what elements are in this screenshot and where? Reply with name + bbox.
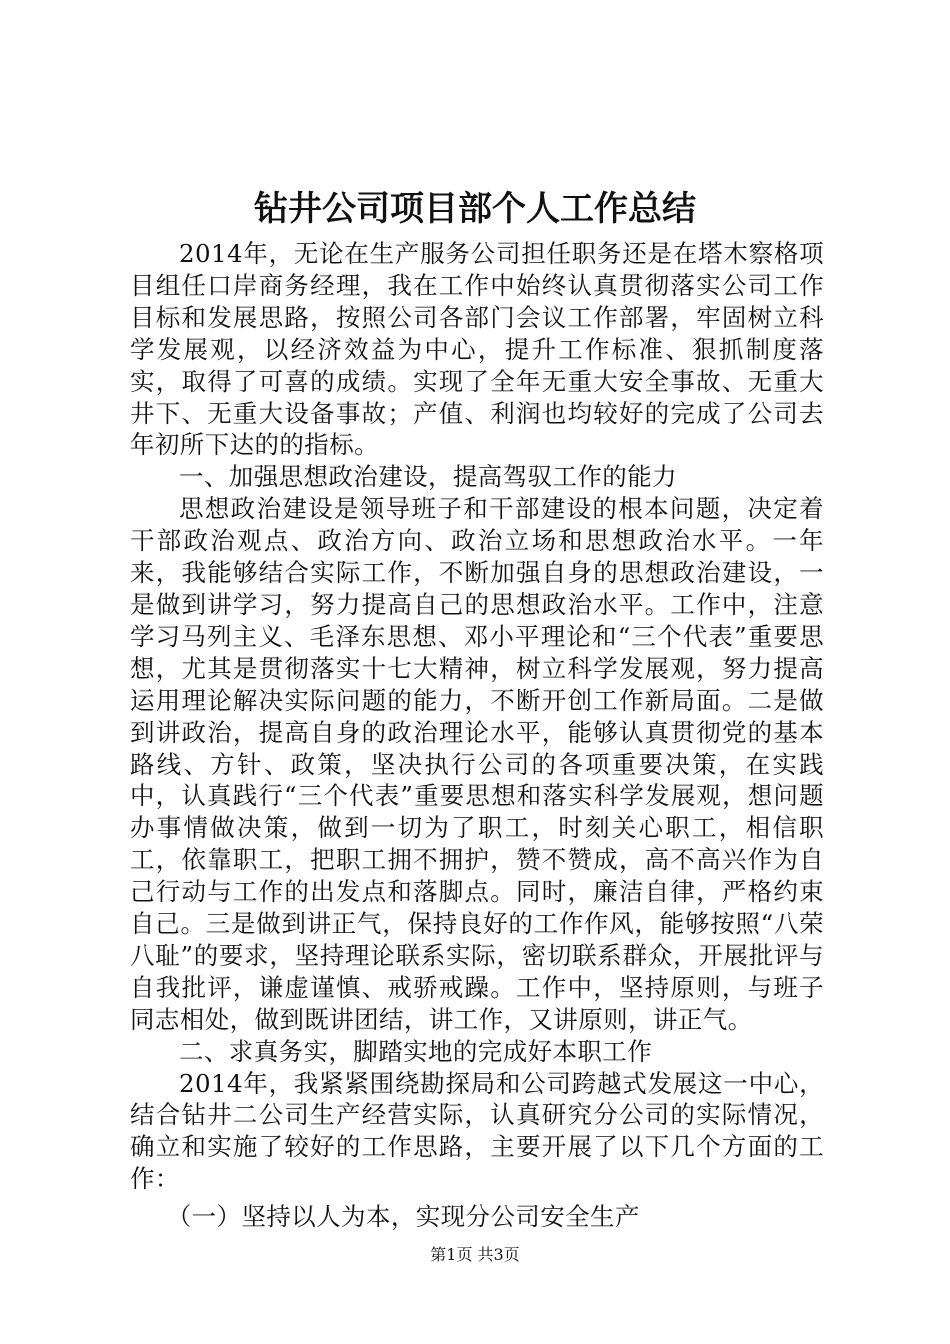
paragraph-intro: 2014年，无论在生产服务公司担任职务还是在塔木察格项目组任口岸商务经理，我在工作中始终认真贯彻落实公司工作目标和发展思路，按照公司各部门会议工作部署，牢固树立科学发展观，以经济效益为中心，提升工作标准、狠抓制度落实，取得了可喜的成绩。实现了全年无重大安全事故、无重大井下、无重大设备事故；产值、利润也均较好的完成了公司去年初所下达的的指标。: [130, 239, 824, 460]
subsection-heading-1: （一）坚持以人为本，实现分公司安全生产: [166, 1202, 640, 1232]
paragraph-political: 思想政治建设是领导班子和干部建设的根本问题，决定着干部政治观点、政治方向、政治立场和思想政治水平。一年来，我能够结合实际工作，不断加强自身的思想政治建设，一是做到讲学习，努力提高自己的思想政治水平。工作中，注意学习马列主义、毛泽东思想、邓小平理论和“三个代表”重要思想，尤其是贯彻落实十七大精神，树立科学发展观，努力提高运用理论解决实际问题的能力，不断开创工作新局面。二是做到讲政治，提高自身的政治理论水平，能够认真贯彻党的基本路线、方针、政策，坚决执行公司的各项重要决策，在实践中，认真践行“三个代表”重要思想和落实科学发展观，想问题办事情做决策，做到一切为了职工，时刻关心职工，相信职工，依靠职工，把职工拥不拥护，赞不赞成，高不高兴作为自己行动与工作的出发点和落脚点。同时，廉洁自律，严格约束自己。三是做到讲正气，保持良好的工作作风，能够按照“八荣八耻”的要求，坚持理论联系实际，密切联系群众，开展批评与自我批评，谦虚谨慎、戒骄戒躁。工作中，坚持原则，与班子同志相处，做到既讲团结，讲工作，又讲原则，讲正气。: [130, 494, 824, 1034]
page-title: 钻井公司项目部个人工作总结: [254, 189, 696, 229]
section-heading-2: 二、求真务实，脚踏实地的完成好本职工作: [179, 1036, 653, 1066]
section-heading-1: 一、加强思想政治建设，提高驾驭工作的能力: [179, 462, 677, 492]
paragraph-work: 2014年，我紧紧围绕勘探局和公司跨越式发展这一中心，结合钻井二公司生产经营实际，认真研究分公司的实际情况，确立和实施了较好的工作思路，主要开展了以下几个方面的工作：: [130, 1068, 824, 1194]
page-footer: 第1页 共3页: [430, 1245, 520, 1264]
document-body: [130, 238, 824, 1233]
